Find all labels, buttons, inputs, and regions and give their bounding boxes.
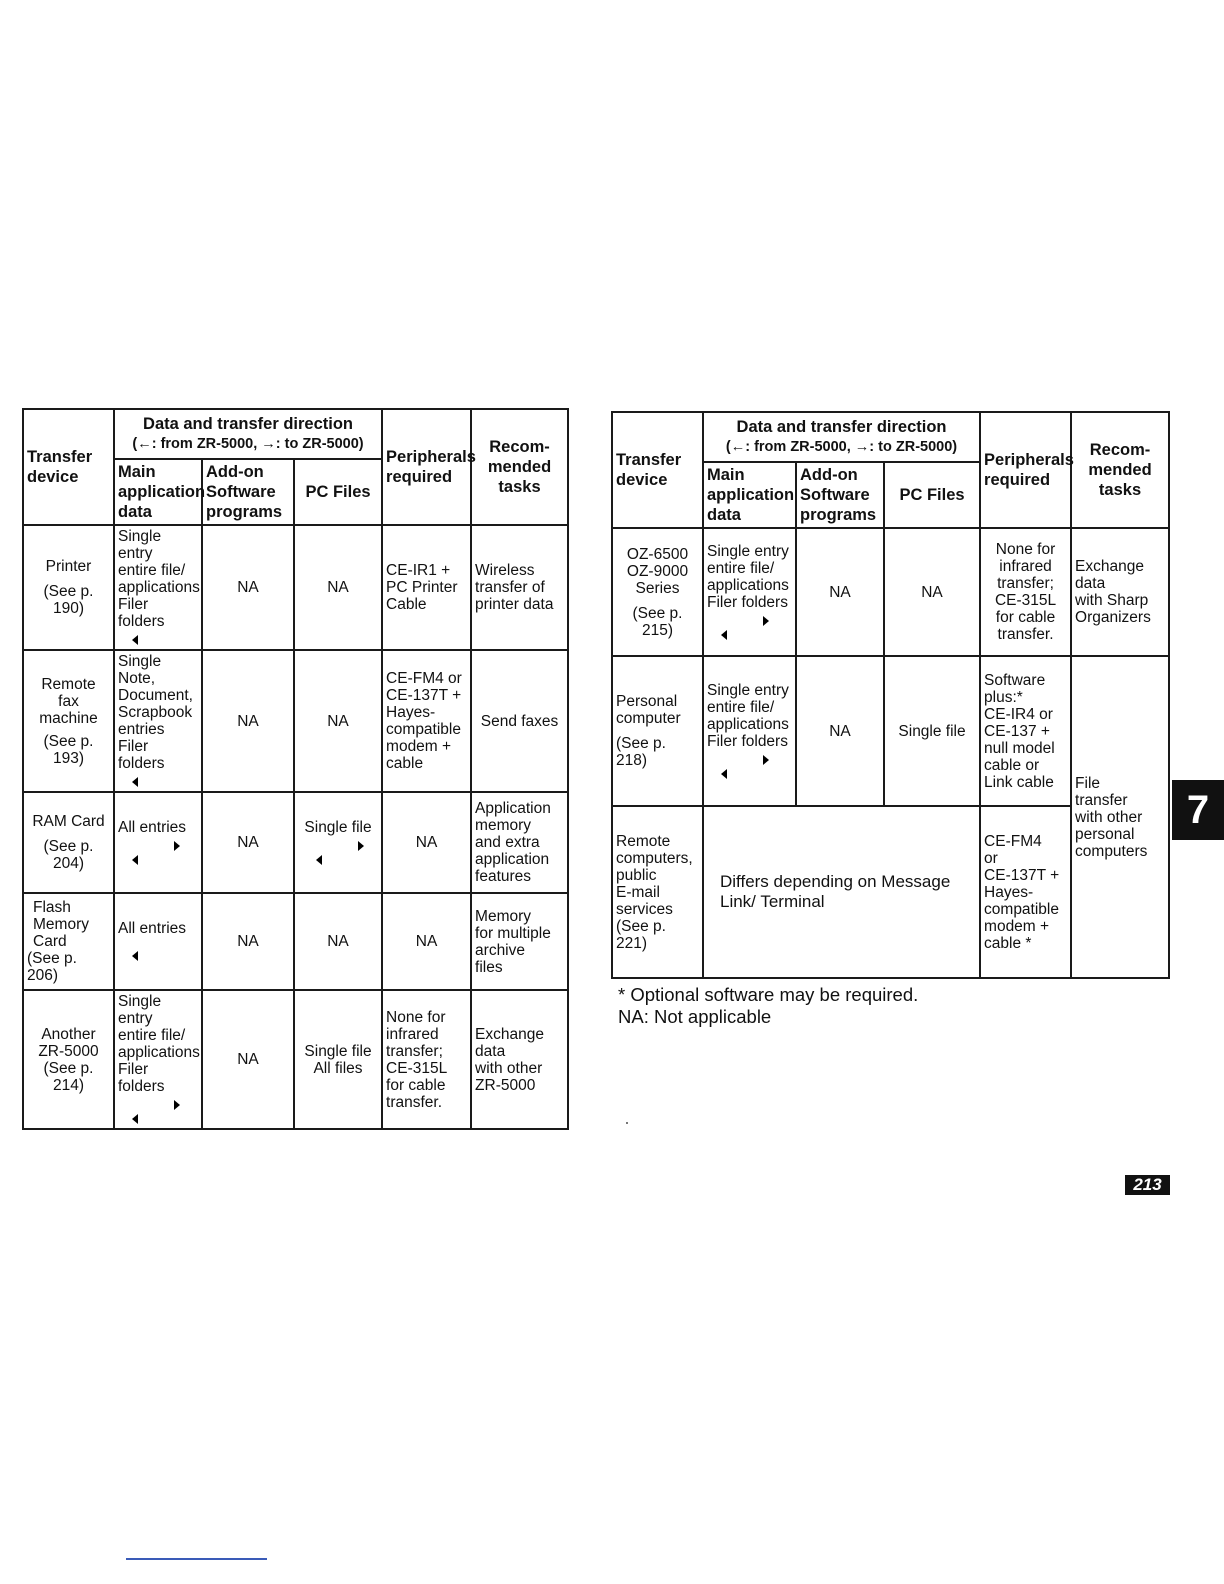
main-app-text: All entries — [118, 818, 187, 836]
device-name: Printer — [45, 558, 92, 575]
page-ref: (See p. 214) — [43, 1059, 94, 1094]
transfer-arrows — [128, 775, 198, 789]
arrow-left-icon — [128, 633, 184, 647]
device-name: Another ZR-5000 — [38, 1025, 99, 1060]
page-ref: (See p. 190) — [43, 583, 94, 617]
transfer-arrows — [717, 753, 792, 781]
arrow-left-icon — [128, 949, 184, 963]
link-underline — [126, 1558, 267, 1560]
main-app-text: Single entry entire file/ applications Filer folders — [118, 528, 200, 630]
peripherals-cell: CE-IR1 + PC Printer Cable — [382, 525, 471, 650]
device-name: OZ-6500 OZ-9000 Series — [626, 545, 689, 597]
header-pc-files: PC Files — [294, 459, 382, 525]
transfer-arrows — [717, 614, 792, 642]
header-peripherals: Peripherals required — [980, 412, 1071, 528]
pc-files-text: Single file — [304, 818, 372, 836]
peripherals-cell: NA — [382, 893, 471, 990]
peripherals-cell: CE-FM4 or CE-137T + Hayes- compatible modem + cable * — [980, 806, 1071, 978]
addon-cell: NA — [202, 650, 294, 792]
page-ref: (See p. 221) — [616, 917, 666, 952]
header-data-direction-title: Data and transfer direction — [736, 418, 947, 436]
main-app-cell — [114, 525, 202, 650]
pc-files-cell: NA — [294, 525, 382, 650]
page-ref: (See p. 218) — [616, 735, 666, 769]
arrow-left-icon — [128, 1112, 184, 1126]
header-addon: Add-on Software programs — [796, 462, 884, 528]
transfer-arrows — [128, 633, 198, 647]
header-pc-files: PC Files — [884, 462, 980, 528]
transfer-arrows — [128, 1098, 198, 1126]
pc-files-cell — [294, 792, 382, 893]
arrow-left-icon — [312, 853, 368, 867]
pc-files-cell: NA — [294, 650, 382, 792]
table-row — [23, 525, 568, 650]
arrow-right-icon — [128, 839, 184, 853]
page-ref: (See p. 204) — [43, 838, 94, 872]
page-ref: (See p. 206) — [27, 950, 77, 984]
merged-data-cell: Differs depending on Message Link/ Terminal — [703, 806, 980, 978]
main-app-cell — [703, 528, 796, 656]
pc-files-cell: Single file — [884, 656, 980, 806]
main-app-text: Single entry entire file/ applications Filer folders — [707, 681, 789, 750]
tasks-cell: Memory for multiple archive files — [471, 893, 568, 990]
arrow-right-icon — [717, 614, 773, 628]
main-app-cell — [703, 656, 796, 806]
footnote-na: NA: Not applicable — [618, 1006, 772, 1027]
arrow-left-icon — [717, 767, 773, 781]
main-app-text: Single entry entire file/ applications Filer folders — [118, 993, 200, 1095]
arrow-right-icon — [717, 753, 773, 767]
header-data-direction-title: Data and transfer direction — [143, 415, 353, 433]
scan-dot — [626, 1122, 628, 1124]
addon-cell: NA — [796, 528, 884, 656]
peripherals-cell: CE-FM4 or CE-137T + Hayes- compatible modem + cable — [382, 650, 471, 792]
device-name: Remote computers, public E-mail services — [616, 832, 693, 918]
pc-transfer-arrows — [312, 839, 378, 867]
header-peripherals: Peripherals required — [382, 409, 471, 525]
pc-files-cell: Single file All files — [294, 990, 382, 1129]
device-cell — [23, 525, 114, 650]
header-main-app: Main application data — [703, 462, 796, 528]
header-direction-legend: (←: from ZR-5000, →: to ZR-5000) — [132, 436, 364, 452]
main-app-cell — [114, 893, 202, 990]
table-row — [612, 528, 1169, 656]
device-name: RAM Card — [32, 813, 105, 830]
arrow-left-icon — [128, 775, 184, 789]
device-name: Remote fax machine — [39, 675, 98, 727]
table-row — [23, 792, 568, 893]
addon-cell: NA — [202, 893, 294, 990]
arrow-right-icon — [312, 839, 368, 853]
addon-cell: NA — [202, 525, 294, 650]
main-app-text: Single entry entire file/ applications Filer folders — [707, 542, 789, 611]
device-cell — [612, 656, 703, 806]
device-name: Flash Memory Card — [33, 899, 89, 950]
tasks-cell: Exchange data with other ZR-5000 — [471, 990, 568, 1129]
pc-files-cell: NA — [884, 528, 980, 656]
header-data-direction — [703, 412, 980, 462]
transfer-table-right — [611, 411, 1170, 979]
page-ref: (See p. 193) — [43, 732, 94, 767]
addon-cell: NA — [796, 656, 884, 806]
tasks-cell: Application memory and extra application features — [471, 792, 568, 893]
header-main-app: Main application data — [114, 459, 202, 525]
device-cell — [23, 792, 114, 893]
peripherals-cell: None for infrared transfer; CE-315L for cable transfer. — [980, 528, 1071, 656]
device-cell — [23, 893, 114, 990]
main-app-cell — [114, 792, 202, 893]
device-cell — [612, 806, 703, 978]
tasks-cell: Send faxes — [471, 650, 568, 792]
page-ref: (See p. 215) — [632, 604, 683, 639]
main-app-text: All entries — [118, 920, 187, 937]
transfer-arrows — [128, 949, 198, 963]
header-addon: Add-on Software programs — [202, 459, 294, 525]
peripherals-cell: NA — [382, 792, 471, 893]
header-transfer-device: Transfer device — [612, 412, 703, 528]
device-cell — [612, 528, 703, 656]
peripherals-cell: Software plus:* CE-IR4 or CE-137 + null model cable or Link cable — [980, 656, 1071, 806]
main-app-cell — [114, 990, 202, 1129]
device-name: Personal computer — [616, 693, 681, 727]
table-row — [23, 893, 568, 990]
header-direction-legend: (←: from ZR-5000, →: to ZR-5000) — [725, 439, 958, 455]
chapter-tab: 7 — [1172, 780, 1224, 840]
transfer-arrows — [128, 839, 198, 867]
main-app-cell — [114, 650, 202, 792]
device-cell — [23, 650, 114, 792]
tasks-cell: Wireless transfer of printer data — [471, 525, 568, 650]
table-row — [612, 656, 1169, 806]
tasks-cell: Exchange data with Sharp Organizers — [1071, 528, 1169, 656]
peripherals-cell: None for infrared transfer; CE-315L for cable transfer. — [382, 990, 471, 1129]
header-recommended: Recom- mended tasks — [471, 409, 568, 525]
addon-cell: NA — [202, 792, 294, 893]
header-data-direction — [114, 409, 382, 459]
device-cell — [23, 990, 114, 1129]
table-row — [23, 990, 568, 1129]
header-transfer-device: Transfer device — [23, 409, 114, 525]
arrow-left-icon — [717, 628, 773, 642]
page-number: 213 — [1125, 1175, 1170, 1195]
transfer-table-left — [22, 408, 569, 1130]
main-app-text: Single Note, Document, Scrapbook entries Filer folders — [118, 653, 193, 772]
arrow-left-icon — [128, 853, 184, 867]
tasks-cell: File transfer with other personal computers — [1071, 656, 1169, 978]
addon-cell: NA — [202, 990, 294, 1129]
footnote-optional: * Optional software may be required. — [618, 984, 919, 1005]
header-recommended: Recom- mended tasks — [1071, 412, 1169, 528]
table-row — [23, 650, 568, 792]
pc-files-cell: NA — [294, 893, 382, 990]
arrow-right-icon — [128, 1098, 184, 1112]
